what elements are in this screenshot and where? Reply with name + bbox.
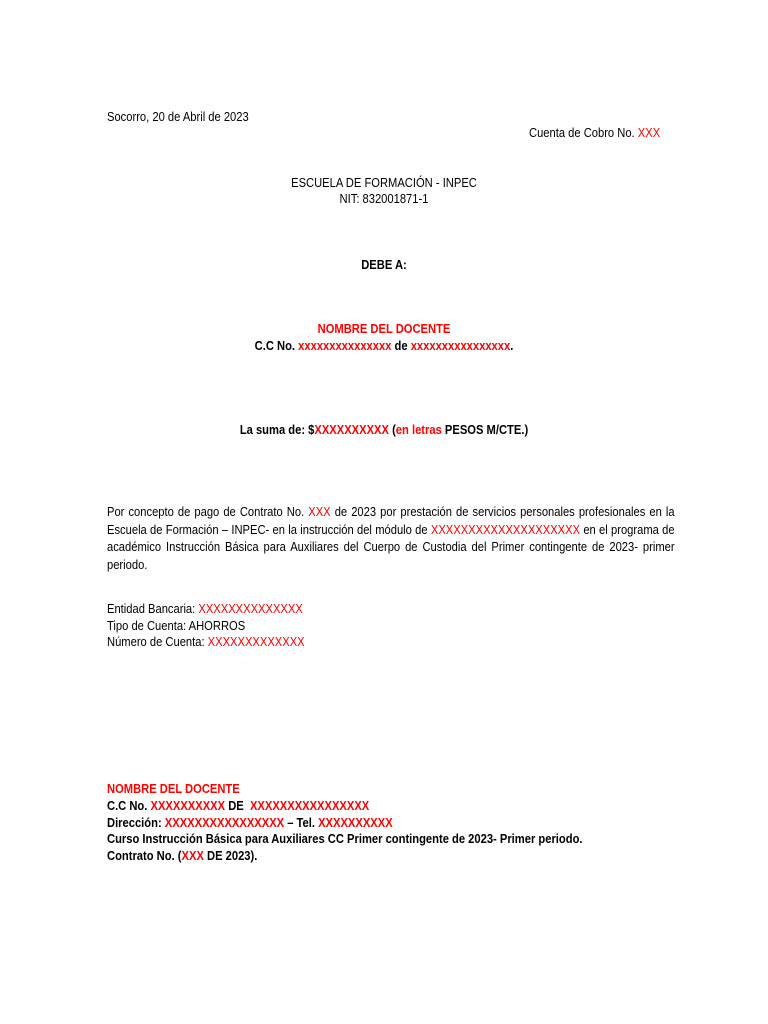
suma-letters: en letras: [395, 422, 442, 437]
signature-address-value: XXXXXXXXXXXXXXXX: [164, 815, 285, 830]
signature-address-label: Dirección:: [107, 815, 162, 830]
docente-cc-de: de: [394, 338, 408, 353]
bank-entity-line: [107, 601, 303, 617]
docente-cc-city: xxxxxxxxxxxxxxxx: [410, 338, 511, 353]
signature-cc-line: [107, 798, 369, 814]
concepto-paragraph: [107, 503, 675, 573]
signature-tel-label: – Tel.: [287, 815, 315, 830]
place-date: Socorro, 20 de Abril de 2023: [107, 109, 249, 124]
signature-name: NOMBRE DEL DOCENTE: [107, 781, 240, 796]
signature-contract-end: DE 2023).: [207, 848, 258, 863]
signature-cc-label: C.C No.: [107, 798, 148, 813]
suma-amount: XXXXXXXXXX: [314, 422, 389, 437]
signature-contract-value: XXX: [181, 848, 204, 863]
bank-number-label: Número de Cuenta:: [107, 634, 205, 649]
signature-cc-value: XXXXXXXXXX: [150, 798, 226, 813]
account-number-line: [529, 125, 660, 141]
signature-contract-label: Contrato No. (: [107, 848, 182, 863]
concepto-text-1: Por concepto de pago de Contrato No.: [107, 504, 305, 519]
suma-open: (: [392, 422, 396, 437]
docente-cc-line: [54, 338, 714, 354]
suma-currency: PESOS M/CTE.): [444, 422, 529, 437]
docente-cc-label: C.C No.: [254, 338, 296, 353]
bank-number-value: XXXXXXXXXXXXX: [207, 634, 305, 649]
signature-address-line: [107, 815, 393, 831]
concepto-contract: XXX: [308, 504, 331, 519]
account-number: XXX: [637, 125, 661, 140]
suma-line: [54, 422, 714, 438]
concepto-module: XXXXXXXXXXXXXXXXXXXX: [430, 521, 581, 537]
school-name: ESCUELA DE FORMACIÓN - INPEC: [291, 175, 477, 190]
signature-cc-de: DE: [228, 798, 244, 813]
signature-course: Curso Instrucción Básica para Auxiliares CC Primer contingente de 2023- Primer periodo.: [107, 831, 583, 846]
school-nit: NIT: 832001871-1: [339, 191, 429, 206]
account-label: Cuenta de Cobro No.: [529, 125, 635, 140]
docente-cc-end: .: [510, 338, 514, 353]
bank-type-value: AHORROS: [188, 618, 246, 633]
suma-label: La suma de: $: [239, 422, 315, 437]
concepto-text-2: de 2023 por prestación de servicios personales profesionales en la Escuela de Formación – INPEC- en la instrucción del módulo de: [107, 504, 675, 537]
bank-entity-value: XXXXXXXXXXXXXX: [198, 601, 303, 616]
docente-name: NOMBRE DEL DOCENTE: [317, 321, 451, 336]
debe-a-heading: DEBE A:: [361, 257, 407, 272]
concepto-text-3: en el programa de académico Instrucción Básica para Auxiliares del Cuerpo de Custodia del Primer contingente de 2023- primer periodo.: [107, 521, 675, 572]
bank-number-line: [107, 634, 305, 650]
docente-cc-value: xxxxxxxxxxxxxxx: [298, 338, 392, 353]
signature-contract-line: [107, 848, 257, 864]
bank-type-line: [107, 618, 245, 634]
bank-type-label: Tipo de Cuenta:: [107, 618, 187, 633]
signature-tel-value: XXXXXXXXXX: [318, 815, 393, 830]
bank-entity-label: Entidad Bancaria:: [107, 601, 196, 616]
signature-cc-city: XXXXXXXXXXXXXXXX: [249, 798, 370, 813]
